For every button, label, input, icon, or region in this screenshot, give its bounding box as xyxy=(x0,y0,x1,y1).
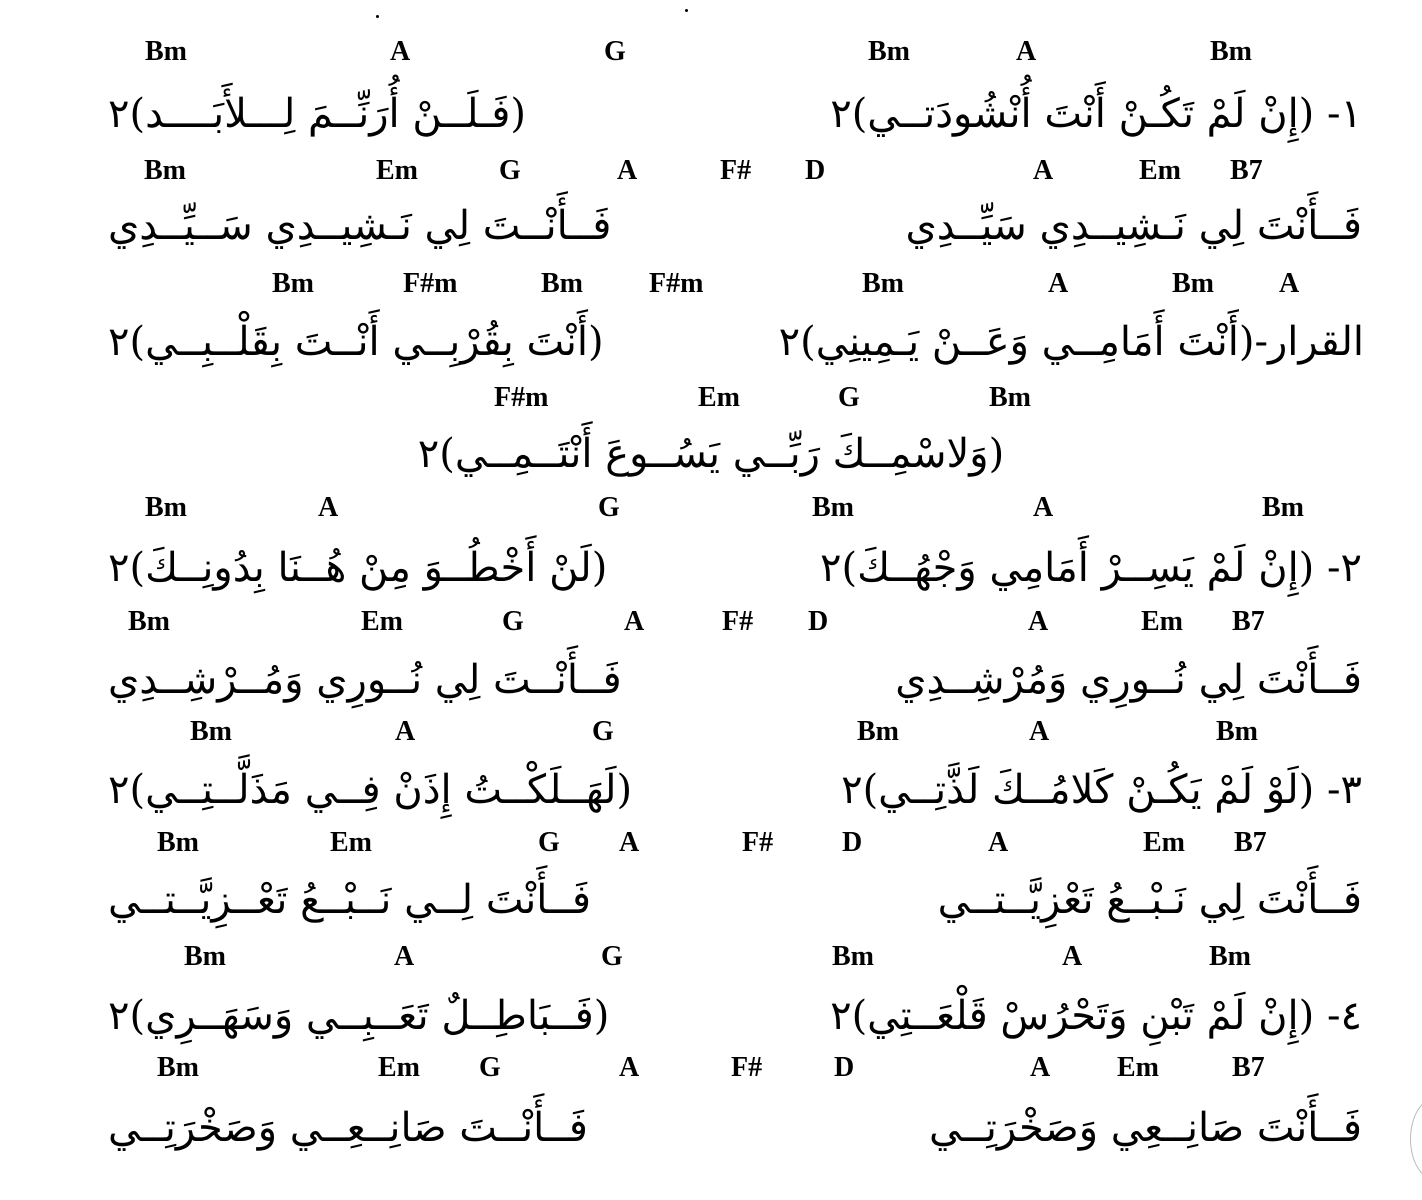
chord: G xyxy=(838,382,860,413)
lyric-line-right: فَــأَنْتَ لِي نَـبْــعُ تَعْزِيَّــتــي xyxy=(937,877,1362,923)
chord: B7 xyxy=(1232,606,1265,637)
lyric-line-right: القرار-(أَنْتَ أَمَامِــي وَعَــنْ يَـمِينِي)٢ xyxy=(778,319,1364,365)
chord: Bm xyxy=(1216,716,1258,747)
chord: Bm xyxy=(1209,941,1251,972)
chord: A xyxy=(395,716,416,747)
lyric-line-right: ٤- (إِنْ لَمْ تَبْنِ وَتَحْرُسْ قَلْعَــتِي)٢ xyxy=(830,993,1362,1039)
chord: B7 xyxy=(1230,155,1263,186)
chord: D xyxy=(842,827,863,858)
chord: A xyxy=(1033,492,1054,523)
chord: A xyxy=(988,827,1009,858)
chord: A xyxy=(318,492,339,523)
chord: Bm xyxy=(862,268,904,299)
lyric-line-left: فَــأَنْــتَ لِي نَـشِيــدِي سَــيِّــدِي xyxy=(108,203,612,249)
lyric-line-center: (وَلاسْمِــكَ رَبِّــي يَسُــوعَ أَنْتَــمِــي)٢ xyxy=(417,431,1005,477)
chord: Em xyxy=(378,1052,420,1083)
chord: F# xyxy=(722,606,754,637)
chord: A xyxy=(1048,268,1069,299)
chord: A xyxy=(1033,155,1054,186)
chord: G xyxy=(499,155,521,186)
chord: G xyxy=(601,941,623,972)
lyric-line-right: فَــأَنْتَ لِي نَـشِيــدِي سَيِّــدِي xyxy=(905,203,1362,249)
lyric-line-left: (أَنْتَ بِقُرْبِــي أَنْــتَ بِقَلْــبِــي)٢ xyxy=(108,319,604,365)
chord: A xyxy=(619,1052,640,1083)
chord: G xyxy=(502,606,524,637)
chord: Em xyxy=(1117,1052,1159,1083)
lyric-line-left: (فَـلَــنْ أُرَنِّــمَ لِـــلأَبَــــد)٢ xyxy=(108,91,526,137)
chord: F# xyxy=(742,827,774,858)
lyric-line-left: (لَهَــلَكْــتُ إِذَنْ فِــي مَذَلَّــتِــي)٢ xyxy=(108,767,633,813)
lyric-line-right: فَــأَنْتَ صَانِــعِي وَصَخْرَتِــي xyxy=(928,1105,1362,1151)
chord: B7 xyxy=(1234,827,1267,858)
chord: A xyxy=(1062,941,1083,972)
chord: Bm xyxy=(541,268,583,299)
chord: A xyxy=(1028,606,1049,637)
chord: F# xyxy=(731,1052,763,1083)
chord: Bm xyxy=(145,492,187,523)
lyric-line-right: فَــأَنْتَ لِي نُــورِي وَمُرْشِــدِي xyxy=(895,657,1362,703)
lyric-line-right: ١- (إِنْ لَمْ تَكُـنْ أَنْتَ أُنْشُودَتــي)٢ xyxy=(830,91,1362,137)
lyric-line-left: (فَــبَاطِــلٌ تَعَــبِــي وَسَهَــرِي)٢ xyxy=(108,993,610,1039)
lyric-line-left: (لَنْ أَخْطُــوَ مِنْ هُــنَا بِدُونِــكَ)٢ xyxy=(108,545,608,591)
chord: Bm xyxy=(190,716,232,747)
chord: Bm xyxy=(128,606,170,637)
chord: G xyxy=(592,716,614,747)
chord: A xyxy=(619,827,640,858)
chord: Bm xyxy=(157,1052,199,1083)
chord: F#m xyxy=(649,268,704,299)
lyric-line-right: ٢- (إِنْ لَمْ يَسِــرْ أَمَامِي وَجْهُــكَ)٢ xyxy=(819,545,1362,591)
chord: Bm xyxy=(272,268,314,299)
chord: D xyxy=(805,155,826,186)
chord: G xyxy=(538,827,560,858)
chord: A xyxy=(394,941,415,972)
chord: D xyxy=(834,1052,855,1083)
chord: F#m xyxy=(403,268,458,299)
chord: Bm xyxy=(857,716,899,747)
chord: Bm xyxy=(812,492,854,523)
chord: F# xyxy=(720,155,752,186)
chord: B7 xyxy=(1232,1052,1265,1083)
chord: A xyxy=(617,155,638,186)
scan-speck xyxy=(376,15,379,18)
lyric-line-left: فَــأَنْــتَ لِي نُــورِي وَمُــرْشِــدِي xyxy=(108,657,622,703)
lyric-line-left: فَــأَنْــتَ صَانِــعِــي وَصَخْرَتِــي xyxy=(108,1105,588,1151)
lyric-line-left: فَــأَنْتَ لِــي نَــبْــعُ تَعْــزِيَّــتــي xyxy=(108,877,591,923)
chord: A xyxy=(1030,1052,1051,1083)
chord: Em xyxy=(376,155,418,186)
chord: Em xyxy=(1141,606,1183,637)
chord: G xyxy=(479,1052,501,1083)
chord: Bm xyxy=(184,941,226,972)
chord: Bm xyxy=(832,941,874,972)
chord: A xyxy=(1029,716,1050,747)
chord: Em xyxy=(1139,155,1181,186)
chord: A xyxy=(390,36,411,67)
lyric-line-right: ٣- (لَوْ لَمْ يَكُـنْ كَلامُــكَ لَذَّتِــي)٢ xyxy=(841,767,1362,813)
chord: Em xyxy=(698,382,740,413)
chord: Em xyxy=(361,606,403,637)
chord: A xyxy=(624,606,645,637)
chord: Bm xyxy=(1210,36,1252,67)
chord: Bm xyxy=(989,382,1031,413)
chord: Bm xyxy=(868,36,910,67)
chord: Bm xyxy=(1262,492,1304,523)
chord: Bm xyxy=(144,155,186,186)
chord: Bm xyxy=(1172,268,1214,299)
chord: G xyxy=(598,492,620,523)
chord: Em xyxy=(330,827,372,858)
page-edge-mark xyxy=(1410,1098,1422,1180)
chord: D xyxy=(808,606,829,637)
scan-speck xyxy=(685,9,688,12)
chord: A xyxy=(1279,268,1300,299)
chord: A xyxy=(1016,36,1037,67)
chord: F#m xyxy=(494,382,549,413)
chord: Bm xyxy=(157,827,199,858)
chord: Em xyxy=(1143,827,1185,858)
chord: Bm xyxy=(145,36,187,67)
chord: G xyxy=(604,36,626,67)
